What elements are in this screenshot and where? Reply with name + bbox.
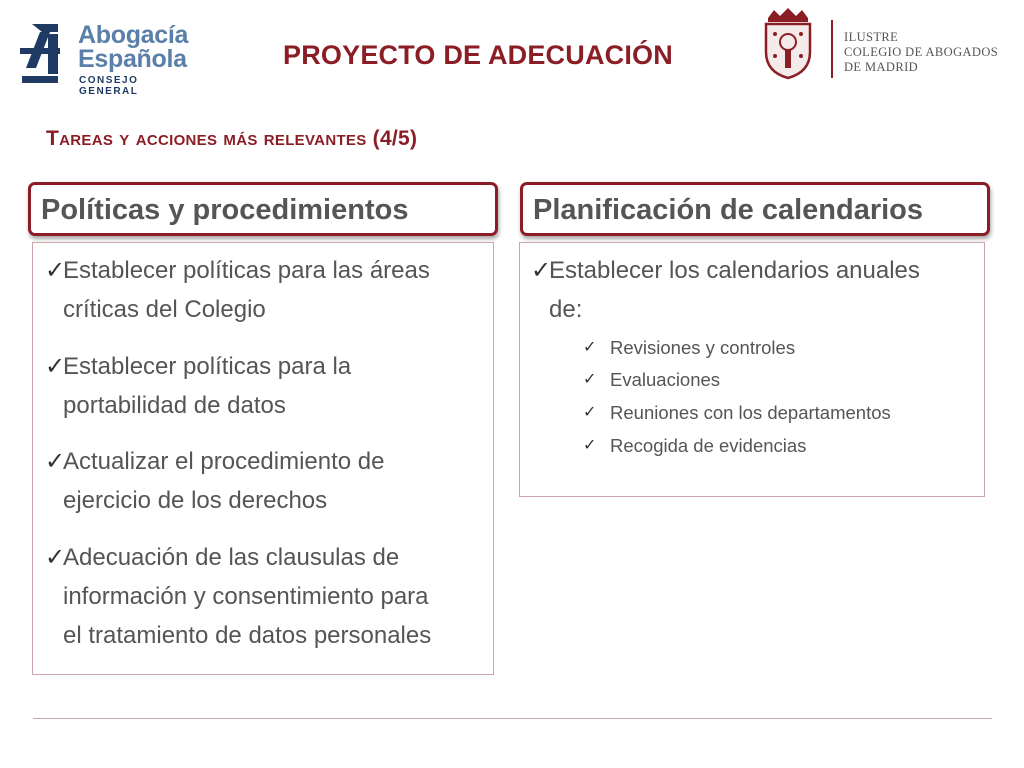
policies-header-label: Políticas y procedimientos [41,194,409,226]
calendar-item-line: Establecer los calendarios anuales [549,257,920,284]
crest-icon [760,6,816,80]
check-icon: ✓ [583,437,597,454]
calendar-item-line: de: [549,296,583,323]
check-icon: ✓ [583,404,597,421]
policy-item-line: ejercicio de los derechos [63,487,328,514]
calendars-header-label: Planificación de calendarios [533,194,924,226]
page-title: PROYECTO DE ADECUACIÓN [283,40,673,70]
check-icon: ✓ [531,257,552,284]
policy-item-line: Establecer políticas para la [63,353,352,380]
check-icon: ✓ [45,353,66,380]
calendar-sub-item-label: Recogida de evidencias [610,435,807,456]
policy-item-line: información y consentimiento para [63,583,429,610]
policies-panel [32,242,494,675]
logo-text-madrid: DE MADRID [844,60,919,74]
check-icon: ✓ [583,371,597,388]
section-subtitle: Tareas y acciones más relevantes (4/5) [46,127,418,150]
check-icon: ✓ [45,257,66,284]
footer-divider [33,718,992,719]
policy-item [45,251,430,329]
logo-text-colegio: COLEGIO DE ABOGADOS [844,45,999,59]
policy-item [45,347,351,425]
policy-item-line: críticas del Colegio [63,296,266,323]
policy-item [45,538,431,655]
logo-divider [831,20,833,78]
calendars-header [520,182,990,236]
calendars-panel [519,242,985,497]
logo-text-ilustre: ILUSTRE [844,30,899,44]
logo-text-consejo: CONSEJO GENERAL [79,75,139,97]
calendar-item [531,251,920,329]
policy-item-line: Actualizar el procedimiento de [63,448,385,475]
abogacia-logo-mark-icon [18,20,62,86]
calendar-sub-item-label: Evaluaciones [610,369,721,390]
policy-item-line: el tratamiento de datos personales [63,622,432,649]
policies-header [28,182,498,236]
abogacia-espanola-logo [18,20,193,97]
calendar-sub-item-label: Reuniones con los departamentos [610,402,891,423]
check-icon: ✓ [45,544,66,571]
check-icon: ✓ [583,339,597,356]
logo-text-abogacia: Abogacía [78,21,189,49]
policy-item-line: portabilidad de datos [63,392,286,419]
colegio-abogados-madrid-logo [760,6,1020,82]
policy-item-line: Establecer políticas para las áreas [63,257,430,284]
policy-item [45,442,385,520]
calendar-sub-item-label: Revisiones y controles [610,337,796,358]
check-icon: ✓ [45,448,66,475]
policy-item-line: Adecuación de las clausulas de [63,544,400,571]
logo-text-espanola: Española [78,45,187,73]
